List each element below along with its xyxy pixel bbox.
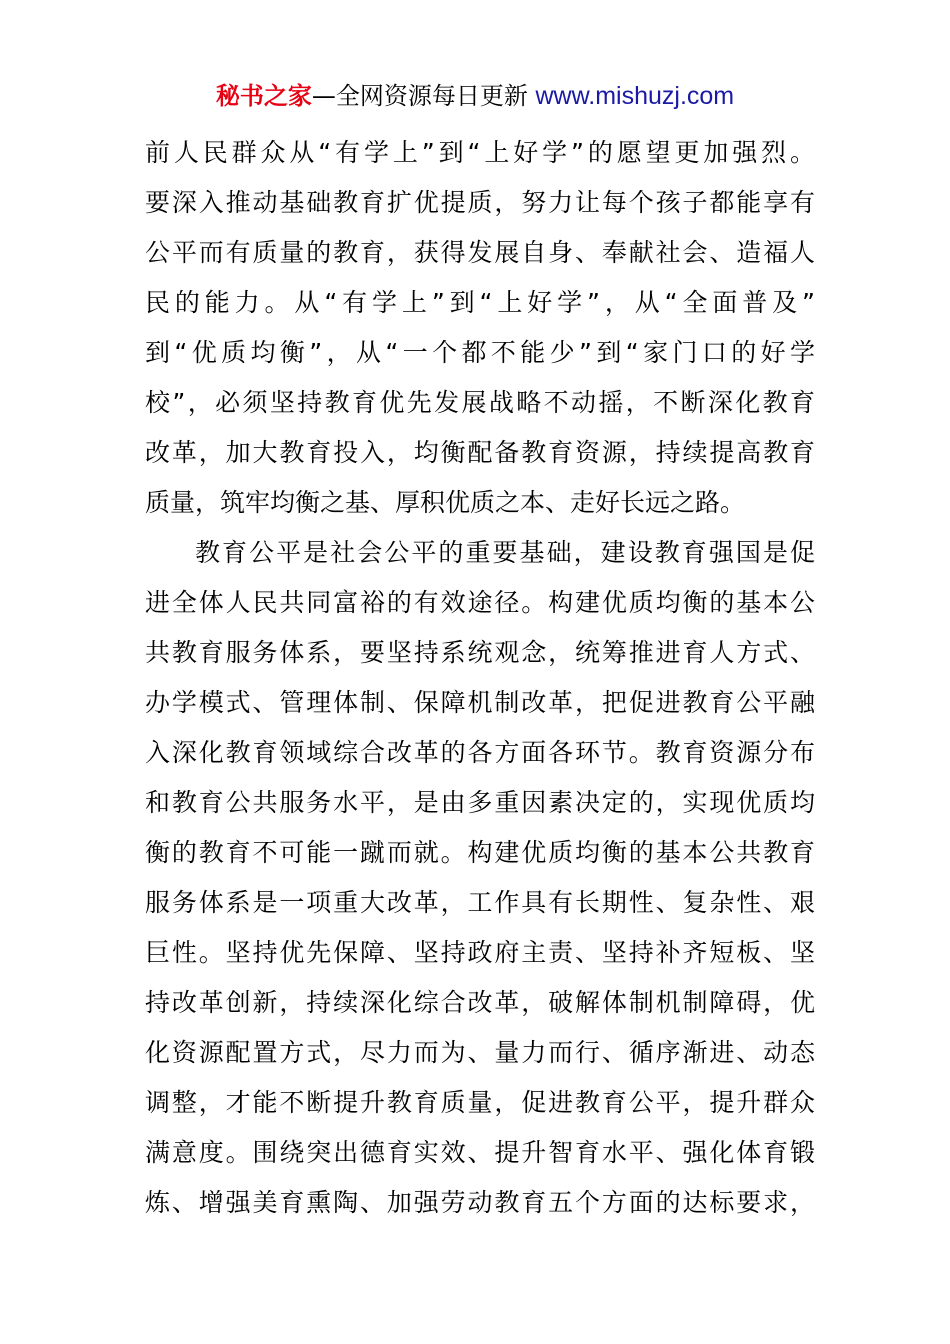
text-line: 教育公平是社会公平的重要基础，建设教育强国是促 (195, 538, 815, 567)
text-line: 进全体人民共同富裕的有效途径。构建优质均衡的基本公 (145, 588, 815, 617)
text-line: 炼、增强美育熏陶、加强劳动教育五个方面的达标要求， (145, 1188, 815, 1217)
text-line: 和教育公共服务水平，是由多重因素决定的，实现优质均 (145, 788, 815, 817)
text-line: 前人民群众从“有学上”到“上好学”的愿望更加强烈。 (145, 138, 815, 167)
text-line: 巨性。坚持优先保障、坚持政府主责、坚持补齐短板、坚 (145, 938, 815, 967)
site-header (0, 78, 950, 114)
text-line: 民的能力。从“有学上”到“上好学”，从“全面普及” (145, 288, 815, 317)
paragraph-2 (145, 528, 815, 1228)
paragraph-1 (145, 128, 815, 528)
text-line: 要深入推动基础教育扩优提质，努力让每个孩子都能享有 (145, 188, 815, 217)
text-line: 办学模式、管理体制、保障机制改革，把促进教育公平融 (145, 688, 815, 717)
site-url-link[interactable]: www.mishuzj.com (535, 82, 735, 110)
document-body (145, 128, 815, 1228)
header-tagline: —全网资源每日更新 (311, 82, 536, 110)
text-line: 公平而有质量的教育，获得发展自身、奉献社会、造福人 (145, 238, 815, 267)
text-line: 衡的教育不可能一蹴而就。构建优质均衡的基本公共教育 (145, 838, 815, 867)
text-line: 到“优质均衡”，从“一个都不能少”到“家门口的好学 (145, 338, 815, 367)
text-line: 入深化教育领域综合改革的各方面各环节。教育资源分布 (145, 738, 815, 767)
text-line: 共教育服务体系，要坚持系统观念，统筹推进育人方式、 (145, 638, 815, 667)
text-line: 化资源配置方式，尽力而为、量力而行、循序渐进、动态 (145, 1038, 815, 1067)
text-line: 质量，筑牢均衡之基、厚积优质之本、走好长远之路。 (145, 488, 746, 517)
text-line: 满意度。围绕突出德育实效、提升智育水平、强化体育锻 (145, 1138, 815, 1167)
brand-name: 秘书之家 (215, 82, 312, 110)
text-line: 改革，加大教育投入，均衡配备教育资源，持续提高教育 (145, 438, 815, 467)
text-line: 校”，必须坚持教育优先发展战略不动摇，不断深化教育 (145, 388, 815, 417)
text-line: 服务体系是一项重大改革，工作具有长期性、复杂性、艰 (145, 888, 815, 917)
text-line: 持改革创新，持续深化综合改革，破解体制机制障碍，优 (145, 988, 815, 1017)
text-line: 调整，才能不断提升教育质量，促进教育公平，提升群众 (145, 1088, 815, 1117)
